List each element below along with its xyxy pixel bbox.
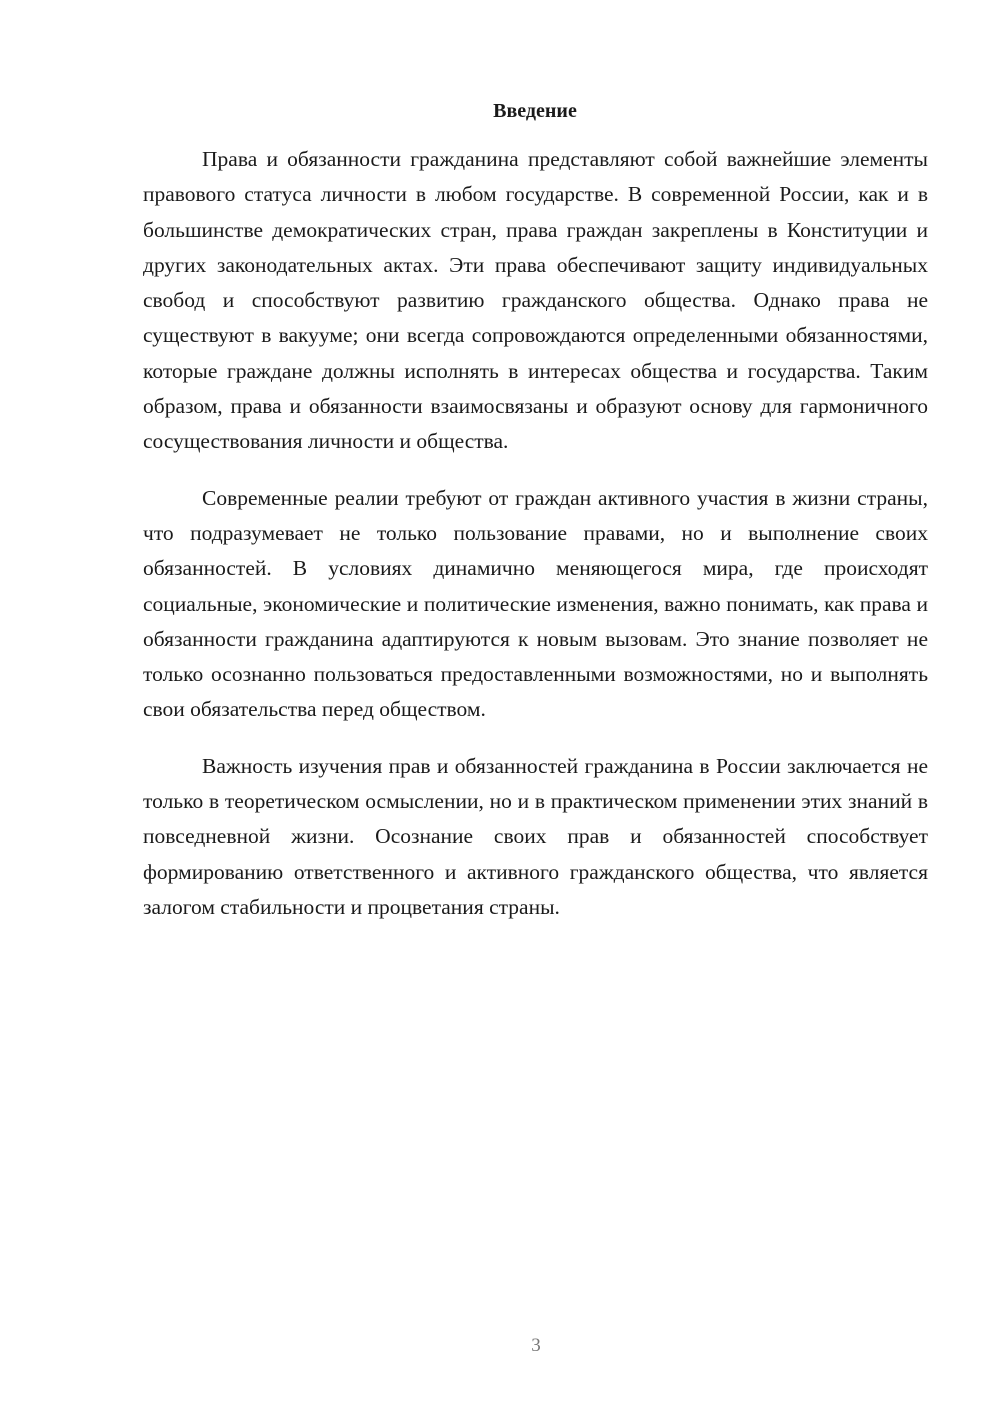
document-body [143, 142, 928, 946]
paragraph-3: Важность изучения прав и обязанностей гражданина в России заключается не только в теоретическом осмыслении, но и в практическом применении этих знаний в повседневной жизни. Осознание своих прав и обязанностей способствует формированию ответственного и активного гражданского общества, что является залогом стабильности и процветания страны. [143, 753, 928, 919]
paragraph-1: Права и обязанности гражданина представляют собой важнейшие элементы правового статуса личности в любом государстве. В современной России, как и в большинстве демократических стран, права граждан закреплены в Конституции и других законодательных актах. Эти права обеспечивают защиту индивидуальных свобод и способствуют развитию гражданского общества. Однако права не существуют в вакууме; они всегда сопровождаются определенными обязанностями, которые граждане должны исполнять в интересах общества и государства. Таким образом, права и обязанности взаимосвязаны и образуют основу для гармоничного сосуществования личности и общества. [143, 147, 928, 454]
paragraph-2: Современные реалии требуют от граждан активного участия в жизни страны, что подразумевает не только пользование правами, но и выполнение своих обязанностей. В условиях динамично меняющегося мира, где происходят социальные, экономические и политические изменения, важно понимать, как права и обязанности гражданина адаптируются к новым вызовам. Это знание позволяет не только осознанно пользоваться предоставленными возможностями, но и выполнять свои обязательства перед обществом. [143, 485, 928, 722]
page-title: Введение [493, 100, 577, 122]
page-number: 3 [531, 1335, 541, 1356]
